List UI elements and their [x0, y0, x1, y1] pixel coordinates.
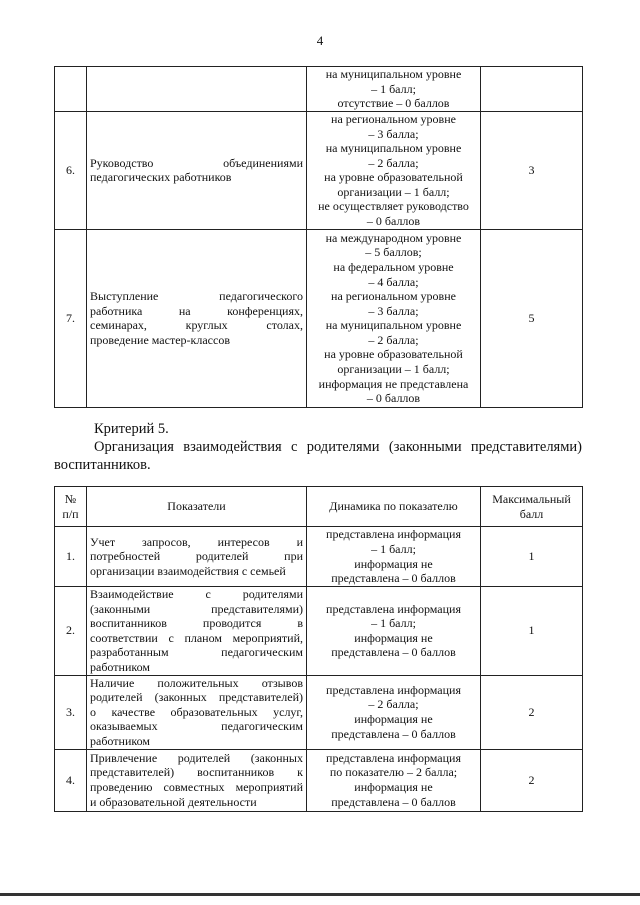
dynamics-line: представлена информация — [326, 601, 461, 616]
dynamics-line: отсутствие – 0 баллов — [337, 96, 450, 111]
indicator-line: и образовательной деятельности — [90, 794, 257, 809]
dynamics-cell — [307, 749, 481, 811]
indicator-line: проведение мастер-классов — [90, 332, 230, 347]
header-indicator: Показатели — [87, 487, 307, 527]
dynamics-line: на федеральном уровне — [333, 259, 454, 274]
dynamics-line: – 0 баллов — [366, 391, 421, 406]
indicator-line: Выступление педагогического — [90, 289, 303, 304]
indicator-line: Руководство объединениями — [90, 155, 303, 170]
indicator-line: Учет запросов, интересов и — [90, 534, 303, 549]
dynamics-line: представлена информация — [326, 750, 461, 765]
dynamics-line: на уровне образовательной — [324, 347, 463, 362]
indicator-line: организации взаимодействия с семьей — [90, 563, 286, 578]
dynamics-cell — [307, 587, 481, 676]
indicator-line: работника на конференциях, — [90, 303, 303, 318]
table-row — [55, 587, 583, 676]
row-number: 2. — [55, 587, 87, 676]
dynamics-line: информация не — [354, 712, 433, 727]
dynamics-line: на муниципальном уровне — [325, 318, 462, 333]
criterion-title: Критерий 5. — [94, 421, 169, 437]
indicator-line: (законными представителями) — [90, 601, 303, 616]
max-score: 1 — [481, 587, 583, 676]
scan-edge-line — [0, 893, 640, 896]
dynamics-line: представлена информация — [326, 527, 461, 542]
dynamics-line: – 2 балла; — [368, 697, 419, 712]
row-number — [55, 67, 87, 112]
dynamics-line: организации – 1 балл; — [337, 184, 450, 199]
dynamics-line: по показателю – 2 балла; — [329, 765, 458, 780]
header-row — [55, 487, 583, 527]
table-row — [55, 675, 583, 749]
indicator-line: Наличие положительных отзывов — [90, 675, 303, 690]
dynamics-line: представлена – 0 баллов — [331, 645, 456, 660]
indicator-line: о качестве образовательных услуг, — [90, 704, 303, 719]
indicator-line: родителей (законных представителей) — [90, 690, 303, 705]
dynamics-line: – 1 балл; — [371, 616, 416, 631]
dynamics-line: на международном уровне — [325, 230, 462, 245]
table-row — [55, 527, 583, 587]
indicator-line: представителей) воспитанников к — [90, 765, 303, 780]
table-row — [55, 111, 583, 229]
indicator-cell — [87, 749, 307, 811]
dynamics-cell — [307, 527, 481, 587]
dynamics-line: – 1 балл; — [371, 81, 416, 96]
bottom-table — [54, 486, 583, 812]
header-num — [55, 487, 87, 527]
header-max-line: балл — [519, 506, 544, 521]
header-num-line: п/п — [62, 506, 79, 521]
dynamics-line: на уровне образовательной — [324, 170, 463, 185]
indicator-line: потребностей родителей при — [90, 549, 303, 564]
dynamics-line: – 0 баллов — [366, 214, 421, 229]
table-row — [55, 749, 583, 811]
max-score: 3 — [481, 111, 583, 229]
max-score: 2 — [481, 749, 583, 811]
indicator-line: Привлечение родителей (законных — [90, 750, 303, 765]
row-number: 1. — [55, 527, 87, 587]
dynamics-cell — [307, 229, 481, 407]
max-score — [481, 67, 583, 112]
indicator-line: оказываемых педагогическим — [90, 719, 303, 734]
header-num-line: № — [64, 491, 77, 506]
dynamics-cell — [307, 67, 481, 112]
header-max-line: Максимальный — [492, 491, 571, 506]
row-number: 4. — [55, 749, 87, 811]
dynamics-line: – 3 балла; — [368, 303, 419, 318]
dynamics-line: не осуществляет руководство — [318, 199, 469, 214]
dynamics-line: информация не — [354, 556, 433, 571]
dynamics-line: на муниципальном уровне — [325, 67, 462, 81]
dynamics-line: на региональном уровне — [331, 289, 456, 304]
criterion-description: Организация взаимодействия с родителями (законными представителями) воспитанников. — [54, 439, 582, 473]
dynamics-line: представлена – 0 баллов — [331, 571, 456, 586]
dynamics-line: – 3 балла; — [368, 126, 419, 141]
dynamics-line: – 4 балла; — [368, 274, 419, 289]
dynamics-line: информация не представлена — [318, 376, 469, 391]
dynamics-line: организации – 1 балл; — [337, 362, 450, 377]
dynamics-line: на региональном уровне — [331, 111, 456, 126]
indicator-line: соответствии с планом мероприятий, — [90, 630, 303, 645]
indicator-line: разработанным педагогическим — [90, 645, 303, 660]
indicator-line: Взаимодействие с родителями — [90, 587, 303, 601]
indicator-line: воспитанников проводится в — [90, 616, 303, 631]
dynamics-line: – 5 баллов; — [365, 245, 422, 260]
row-number: 6. — [55, 111, 87, 229]
dynamics-line: информация не — [354, 780, 433, 795]
indicator-line: работником — [90, 659, 150, 674]
dynamics-line: представлена – 0 баллов — [331, 726, 456, 741]
dynamics-line: на муниципальном уровне — [325, 141, 462, 156]
indicator-cell — [87, 527, 307, 587]
dynamics-cell — [307, 675, 481, 749]
max-score: 1 — [481, 527, 583, 587]
dynamics-cell — [307, 111, 481, 229]
row-number: 3. — [55, 675, 87, 749]
top-table — [54, 66, 583, 408]
indicator-cell — [87, 229, 307, 407]
indicator-line: педагогических работников — [90, 170, 232, 185]
header-max — [481, 487, 583, 527]
dynamics-line: – 1 балл; — [371, 541, 416, 556]
dynamics-line: – 2 балла; — [368, 155, 419, 170]
table-row — [55, 67, 583, 112]
dynamics-line: представлена – 0 баллов — [331, 794, 456, 809]
indicator-cell — [87, 587, 307, 676]
indicator-cell — [87, 675, 307, 749]
dynamics-line: – 2 балла; — [368, 332, 419, 347]
indicator-cell — [87, 111, 307, 229]
header-dynamics: Динамика по показателю — [307, 487, 481, 527]
indicator-cell — [87, 67, 307, 112]
max-score: 5 — [481, 229, 583, 407]
indicator-line: семинарах, круглых столах, — [90, 318, 303, 333]
row-number: 7. — [55, 229, 87, 407]
indicator-line: проведению совместных мероприятий — [90, 780, 303, 795]
dynamics-line: информация не — [354, 630, 433, 645]
table-row — [55, 229, 583, 407]
indicator-line: работником — [90, 733, 150, 748]
page-number: 4 — [316, 33, 324, 48]
dynamics-line: представлена информация — [326, 682, 461, 697]
max-score: 2 — [481, 675, 583, 749]
